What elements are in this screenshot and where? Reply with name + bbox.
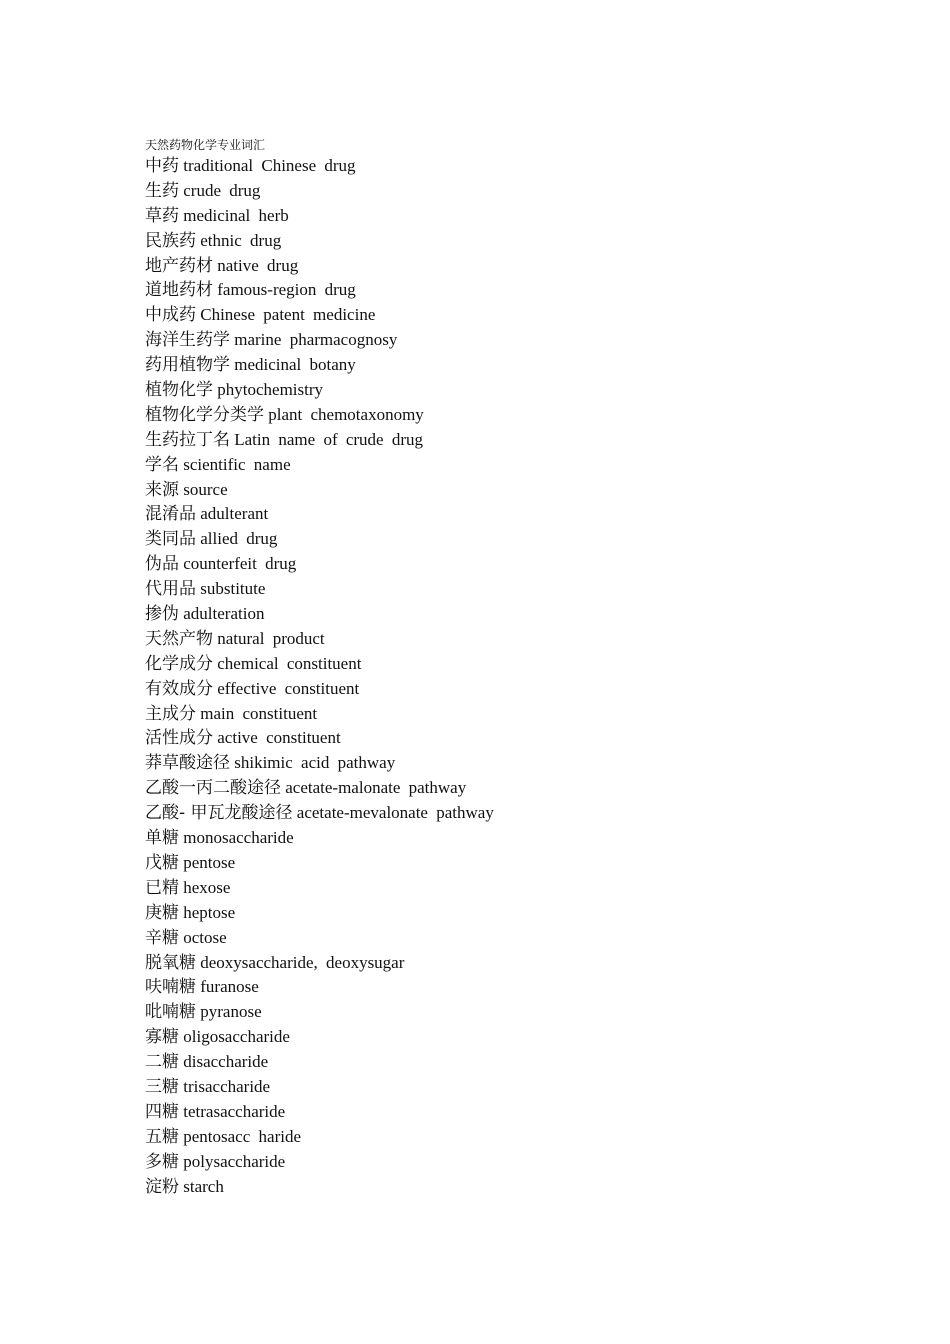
glossary-list: [145, 154, 494, 1199]
term-chinese: 道地药材: [145, 280, 213, 301]
term-chinese: 混淆品: [145, 504, 196, 525]
glossary-entry: [145, 1050, 494, 1075]
term-chinese: 来源: [145, 479, 179, 500]
term-english: acetate-malonate pathway: [285, 778, 467, 798]
glossary-entry: [145, 1175, 494, 1200]
glossary-entry: [145, 254, 494, 279]
glossary-entry: [145, 1100, 494, 1125]
glossary-entry: [145, 702, 494, 727]
term-chinese: 辛糖: [145, 927, 179, 948]
glossary-entry: [145, 826, 494, 851]
term-chinese: 伪品: [145, 554, 179, 575]
term-english: adulteration: [183, 604, 265, 624]
term-chinese: 五糖: [145, 1126, 179, 1147]
term-chinese: 多糖: [145, 1151, 179, 1172]
glossary-entry: [145, 652, 494, 677]
term-chinese: 已精: [145, 877, 179, 898]
term-chinese: 脱氧糖: [145, 952, 196, 973]
glossary-entry: [145, 428, 494, 453]
term-chinese: 吡喃糖: [145, 1002, 196, 1023]
glossary-entry: [145, 278, 494, 303]
glossary-entry: [145, 577, 494, 602]
term-chinese: 三糖: [145, 1076, 179, 1097]
glossary-entry: [145, 552, 494, 577]
glossary-entry: [145, 602, 494, 627]
term-english: marine pharmacognosy: [234, 330, 398, 350]
term-chinese: 药用植物学: [145, 355, 230, 376]
term-chinese: 呋喃糖: [145, 977, 196, 998]
term-chinese: 植物化学分类学: [145, 404, 264, 425]
term-english: shikimic acid pathway: [234, 753, 396, 773]
term-chinese: 生药拉丁名: [145, 429, 230, 450]
glossary-entry: [145, 677, 494, 702]
term-english: trisaccharide: [183, 1076, 271, 1096]
term-chinese: 寡糖: [145, 1027, 179, 1048]
glossary-entry: [145, 876, 494, 901]
glossary-entry: [145, 403, 494, 428]
term-english: disaccharide: [183, 1052, 269, 1072]
term-english: adulterant: [200, 504, 269, 524]
term-english: polysaccharide: [183, 1151, 286, 1171]
glossary-entry: [145, 726, 494, 751]
term-english: active constituent: [217, 728, 341, 748]
glossary-entry: [145, 776, 494, 801]
term-english: crude drug: [183, 180, 261, 200]
term-chinese: 中药: [145, 156, 179, 176]
term-chinese: 生药: [145, 180, 179, 201]
glossary-entry: [145, 328, 494, 353]
glossary-entry: [145, 1000, 494, 1025]
glossary-entry: [145, 303, 494, 328]
term-english: counterfeit drug: [183, 554, 297, 574]
term-english: famous-region drug: [217, 280, 356, 300]
glossary-entry: [145, 453, 494, 478]
term-chinese: 地产药材: [145, 255, 213, 276]
term-english: effective constituent: [217, 678, 360, 698]
term-english: oligosaccharide: [183, 1027, 290, 1047]
term-english: octose: [183, 927, 227, 947]
term-english: hexose: [183, 877, 231, 897]
glossary-entry: [145, 353, 494, 378]
term-chinese: 草药: [145, 205, 179, 226]
glossary-entry: [145, 179, 494, 204]
glossary-entry: [145, 851, 494, 876]
glossary-entry: [145, 975, 494, 1000]
term-chinese: 单糖: [145, 828, 179, 849]
term-chinese: 学名: [145, 454, 179, 475]
term-chinese: 掺伪: [145, 604, 179, 625]
term-chinese: 天然产物: [145, 628, 213, 649]
glossary-entry: [145, 478, 494, 503]
glossary-entry: [145, 1025, 494, 1050]
term-english: acetate-mevalonate pathway: [296, 803, 494, 823]
term-english: tetrasaccharide: [183, 1101, 286, 1121]
term-chinese: 植物化学: [145, 380, 213, 401]
glossary-entry: [145, 751, 494, 776]
term-english: chemical constituent: [217, 653, 362, 673]
glossary-entry: [145, 1150, 494, 1175]
term-english: pyranose: [200, 1002, 262, 1022]
term-chinese: 化学成分: [145, 653, 213, 674]
term-chinese: 乙酸- 甲瓦龙酸途径: [145, 803, 293, 824]
term-chinese: 有效成分: [145, 678, 213, 699]
term-english: monosaccharide: [183, 828, 294, 848]
term-chinese: 代用品: [145, 579, 196, 600]
term-english: deoxysaccharide, deoxysugar: [200, 952, 405, 972]
term-english: starch: [183, 1176, 224, 1196]
term-english: heptose: [183, 902, 236, 922]
term-english: native drug: [217, 255, 299, 275]
term-chinese: 二糖: [145, 1052, 179, 1073]
glossary-entry: [145, 627, 494, 652]
term-english: phytochemistry: [217, 380, 324, 400]
term-english: ethnic drug: [200, 230, 282, 250]
term-english: plant chemotaxonomy: [268, 404, 424, 424]
term-chinese: 莽草酸途径: [145, 753, 230, 774]
term-chinese: 活性成分: [145, 728, 213, 749]
term-chinese: 淀粉: [145, 1176, 179, 1197]
term-english: scientific name: [183, 454, 291, 474]
document-title: 天然药物化学专业词汇: [145, 138, 266, 152]
term-chinese: 乙酸一丙二酸途径: [145, 778, 281, 799]
term-english: main constituent: [200, 703, 318, 723]
term-english: substitute: [200, 579, 266, 599]
glossary-entry: [145, 229, 494, 254]
term-english: medicinal botany: [234, 355, 356, 375]
term-english: traditional Chinese drug: [183, 156, 356, 175]
term-chinese: 庚糖: [145, 902, 179, 923]
glossary-entry: [145, 801, 494, 826]
term-chinese: 民族药: [145, 230, 196, 251]
glossary-entry: [145, 204, 494, 229]
term-chinese: 戊糖: [145, 852, 179, 873]
glossary-entry: [145, 527, 494, 552]
glossary-entry: [145, 901, 494, 926]
term-english: medicinal herb: [183, 205, 289, 225]
term-chinese: 海洋生药学: [145, 330, 230, 351]
term-chinese: 中成药: [145, 305, 196, 326]
term-english: natural product: [217, 628, 325, 648]
glossary-entry: [145, 1075, 494, 1100]
term-english: pentosacc haride: [183, 1126, 301, 1146]
term-english: pentose: [183, 852, 236, 872]
glossary-entry: [145, 926, 494, 951]
glossary-entry: [145, 951, 494, 976]
term-chinese: 类同品: [145, 529, 196, 550]
term-english: Latin name of crude drug: [234, 429, 424, 449]
glossary-entry: [145, 378, 494, 403]
glossary-entry: [145, 154, 494, 179]
term-chinese: 四糖: [145, 1101, 179, 1122]
glossary-entry: [145, 502, 494, 527]
term-chinese: 主成分: [145, 703, 196, 724]
term-english: furanose: [200, 977, 259, 997]
term-english: allied drug: [200, 529, 278, 549]
term-english: source: [183, 479, 228, 499]
glossary-entry: [145, 1125, 494, 1150]
term-english: Chinese patent medicine: [200, 305, 376, 325]
